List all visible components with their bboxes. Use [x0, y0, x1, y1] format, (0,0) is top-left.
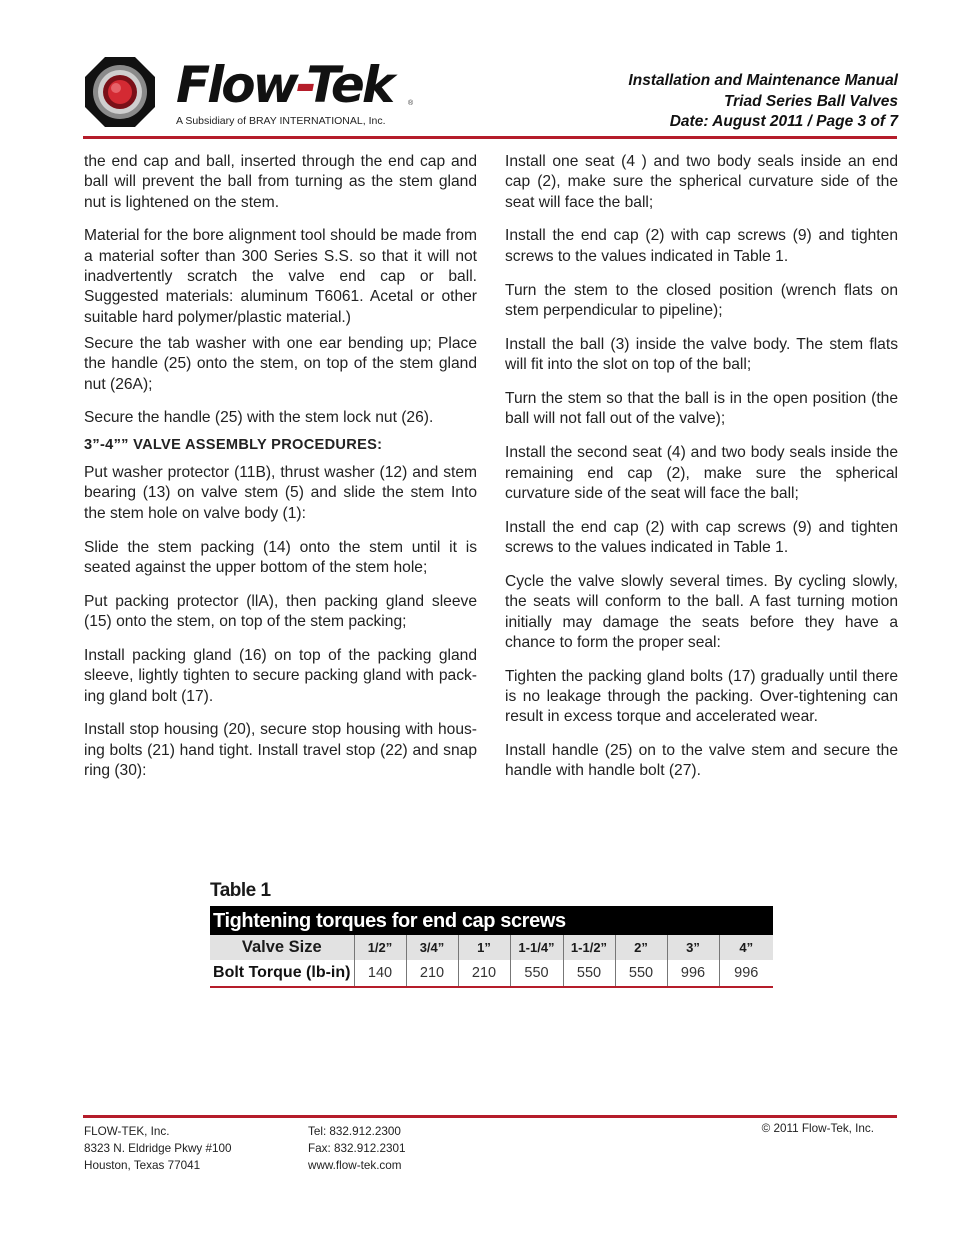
table-title: Tightening torques for end cap screws — [210, 906, 773, 935]
footer-address-line2: Houston, Texas 77041 — [84, 1159, 201, 1172]
paragraph: Install packing gland (16) on top of the packing gland sleeve, lightly tighten to secure packing gland with pack-ing gland bolt (17). — [84, 646, 477, 705]
paragraph: Turn the stem so that the ball is in the open position (the ball will not fall out of the valve); — [505, 390, 898, 428]
brand-subsidiary: A Subsidiary of BRAY INTERNATIONAL, Inc. — [176, 115, 386, 127]
paragraph: Secure the tab washer with one ear bending up; Place the handle (25) onto the stem, on top of the stem gland nut (26A); — [84, 334, 477, 393]
table-cell: 550 — [563, 960, 615, 987]
footer-contact — [308, 1123, 405, 1174]
paragraph: Install one seat (4 ) and two body seals inside an end cap (2), make sure the spherical curvature side of the seat will face the ball; — [505, 153, 898, 211]
registered-mark: ® — [408, 100, 414, 107]
date-page: Date: August 2011 / Page 3 of 7 — [669, 113, 898, 130]
brand-name-pre: Flow — [176, 56, 296, 114]
document-header — [628, 71, 898, 133]
table-label: Table 1 — [210, 880, 271, 901]
table-cell: 1” — [458, 935, 510, 960]
table-cell: 2” — [615, 935, 667, 960]
table-cell: 210 — [458, 960, 510, 987]
footer-copyright: © 2011 Flow-Tek, Inc. — [761, 1122, 874, 1135]
paragraph: Install the ball (3) inside the valve body. The stem flats will fit into the slot on top of the ball; — [505, 335, 898, 374]
footer-address-line1: 8323 N. Eldridge Pkwy #100 — [84, 1142, 232, 1155]
table-cell: 210 — [406, 960, 458, 987]
brand-name-dash: - — [295, 56, 307, 114]
paragraph: Install the end cap (2) with cap screws (9) and tighten screws to the values indicated in Table 1. — [505, 518, 898, 557]
section-heading: 3”-4”” VALVE ASSEMBLY PROCEDURES: — [84, 436, 383, 453]
table-cell: 550 — [615, 960, 667, 987]
table-cell: 996 — [667, 960, 719, 987]
valve-size-row — [210, 935, 773, 960]
paragraph: the end cap and ball, inserted through the end cap and ball will prevent the ball from turning as the stem gland nut is lightened on the stem. — [84, 153, 477, 211]
paragraph: Material for the bore alignment tool should be made from a material softer than 300 Series S.S. so that it will not inadvertently scratch the valve end cap or ball. Suggested materials: aluminum T6061. Acetal or other suitable hard polymer/plastic material.) — [84, 227, 477, 326]
paragraph: Install stop housing (20), secure stop housing with hous-ing bolts (21) hand tight. Install travel stop (22) and snap ring (30): — [84, 721, 477, 779]
paragraph: Turn the stem to the closed position (wrench flats on stem perpendicular to pipeline); — [505, 281, 898, 319]
table-cell: 140 — [354, 960, 406, 987]
right-column — [505, 152, 898, 795]
table-cell: 996 — [719, 960, 773, 987]
table-cell: 1-1/2” — [563, 935, 615, 960]
footer-tel: Tel: 832.912.2300 — [308, 1125, 401, 1138]
paragraph: Install the end cap (2) with cap screws (9) and tighten screws to the values indicated in Table 1. — [505, 227, 898, 265]
row-header: Valve Size — [210, 935, 354, 960]
table-cell: 1/2” — [354, 935, 406, 960]
left-column — [84, 152, 477, 795]
paragraph: Install handle (25) on to the valve stem and secure the handle with handle bolt (27). — [505, 742, 898, 780]
footer-divider — [83, 1115, 897, 1118]
footer-fax: Fax: 832.912.2301 — [308, 1142, 406, 1155]
brand-wordmark — [176, 58, 392, 112]
flow-tek-logo-icon — [83, 55, 157, 129]
row-header: Bolt Torque (lb-in) — [210, 960, 354, 987]
product-series: Triad Series Ball Valves — [723, 92, 898, 110]
header-divider — [83, 136, 897, 139]
footer-address — [84, 1123, 231, 1174]
table-cell: 3/4” — [406, 935, 458, 960]
paragraph: Secure the handle (25) with the stem lock nut (26). — [84, 409, 434, 427]
manual-title: Installation and Maintenance Manual — [628, 72, 898, 89]
bolt-torque-row — [210, 960, 773, 987]
table-cell: 1-1/4” — [510, 935, 563, 960]
paragraph: Slide the stem packing (14) onto the stem until it is seated against the upper bottom of the stem hole; — [84, 538, 477, 576]
paragraph: Cycle the valve slowly several times. By cycling slowly, the seats will conform to the ball. A fast turning motion initially may damage the seats before they have a chance to form the proper seal: — [505, 572, 898, 651]
footer-web[interactable]: www.flow-tek.com — [308, 1159, 402, 1172]
brand-name-post: Tek — [306, 56, 393, 114]
torque-table — [210, 935, 773, 988]
table-cell: 4” — [719, 935, 773, 960]
paragraph: Install the second seat (4) and two body seals inside the remaining end cap (2), make sure the spherical curvature side of the seat will face the ball; — [505, 444, 898, 502]
paragraph: Tighten the packing gland bolts (17) gradually until there is no leakage through the packing. Over-tightening can result in excess torque and accelerated wear. — [505, 667, 898, 726]
paragraph: Put packing protector (llA), then packing gland sleeve (15) onto the stem, on top of the stem packing; — [84, 592, 477, 631]
footer-company: FLOW-TEK, Inc. — [84, 1125, 170, 1138]
table-cell: 3” — [667, 935, 719, 960]
table-cell: 550 — [510, 960, 563, 987]
paragraph: Put washer protector (11B), thrust washer (12) and stem bearing (13) on valve stem (5) and slide the stem Into the stem hole on valve body (1): — [84, 464, 477, 522]
